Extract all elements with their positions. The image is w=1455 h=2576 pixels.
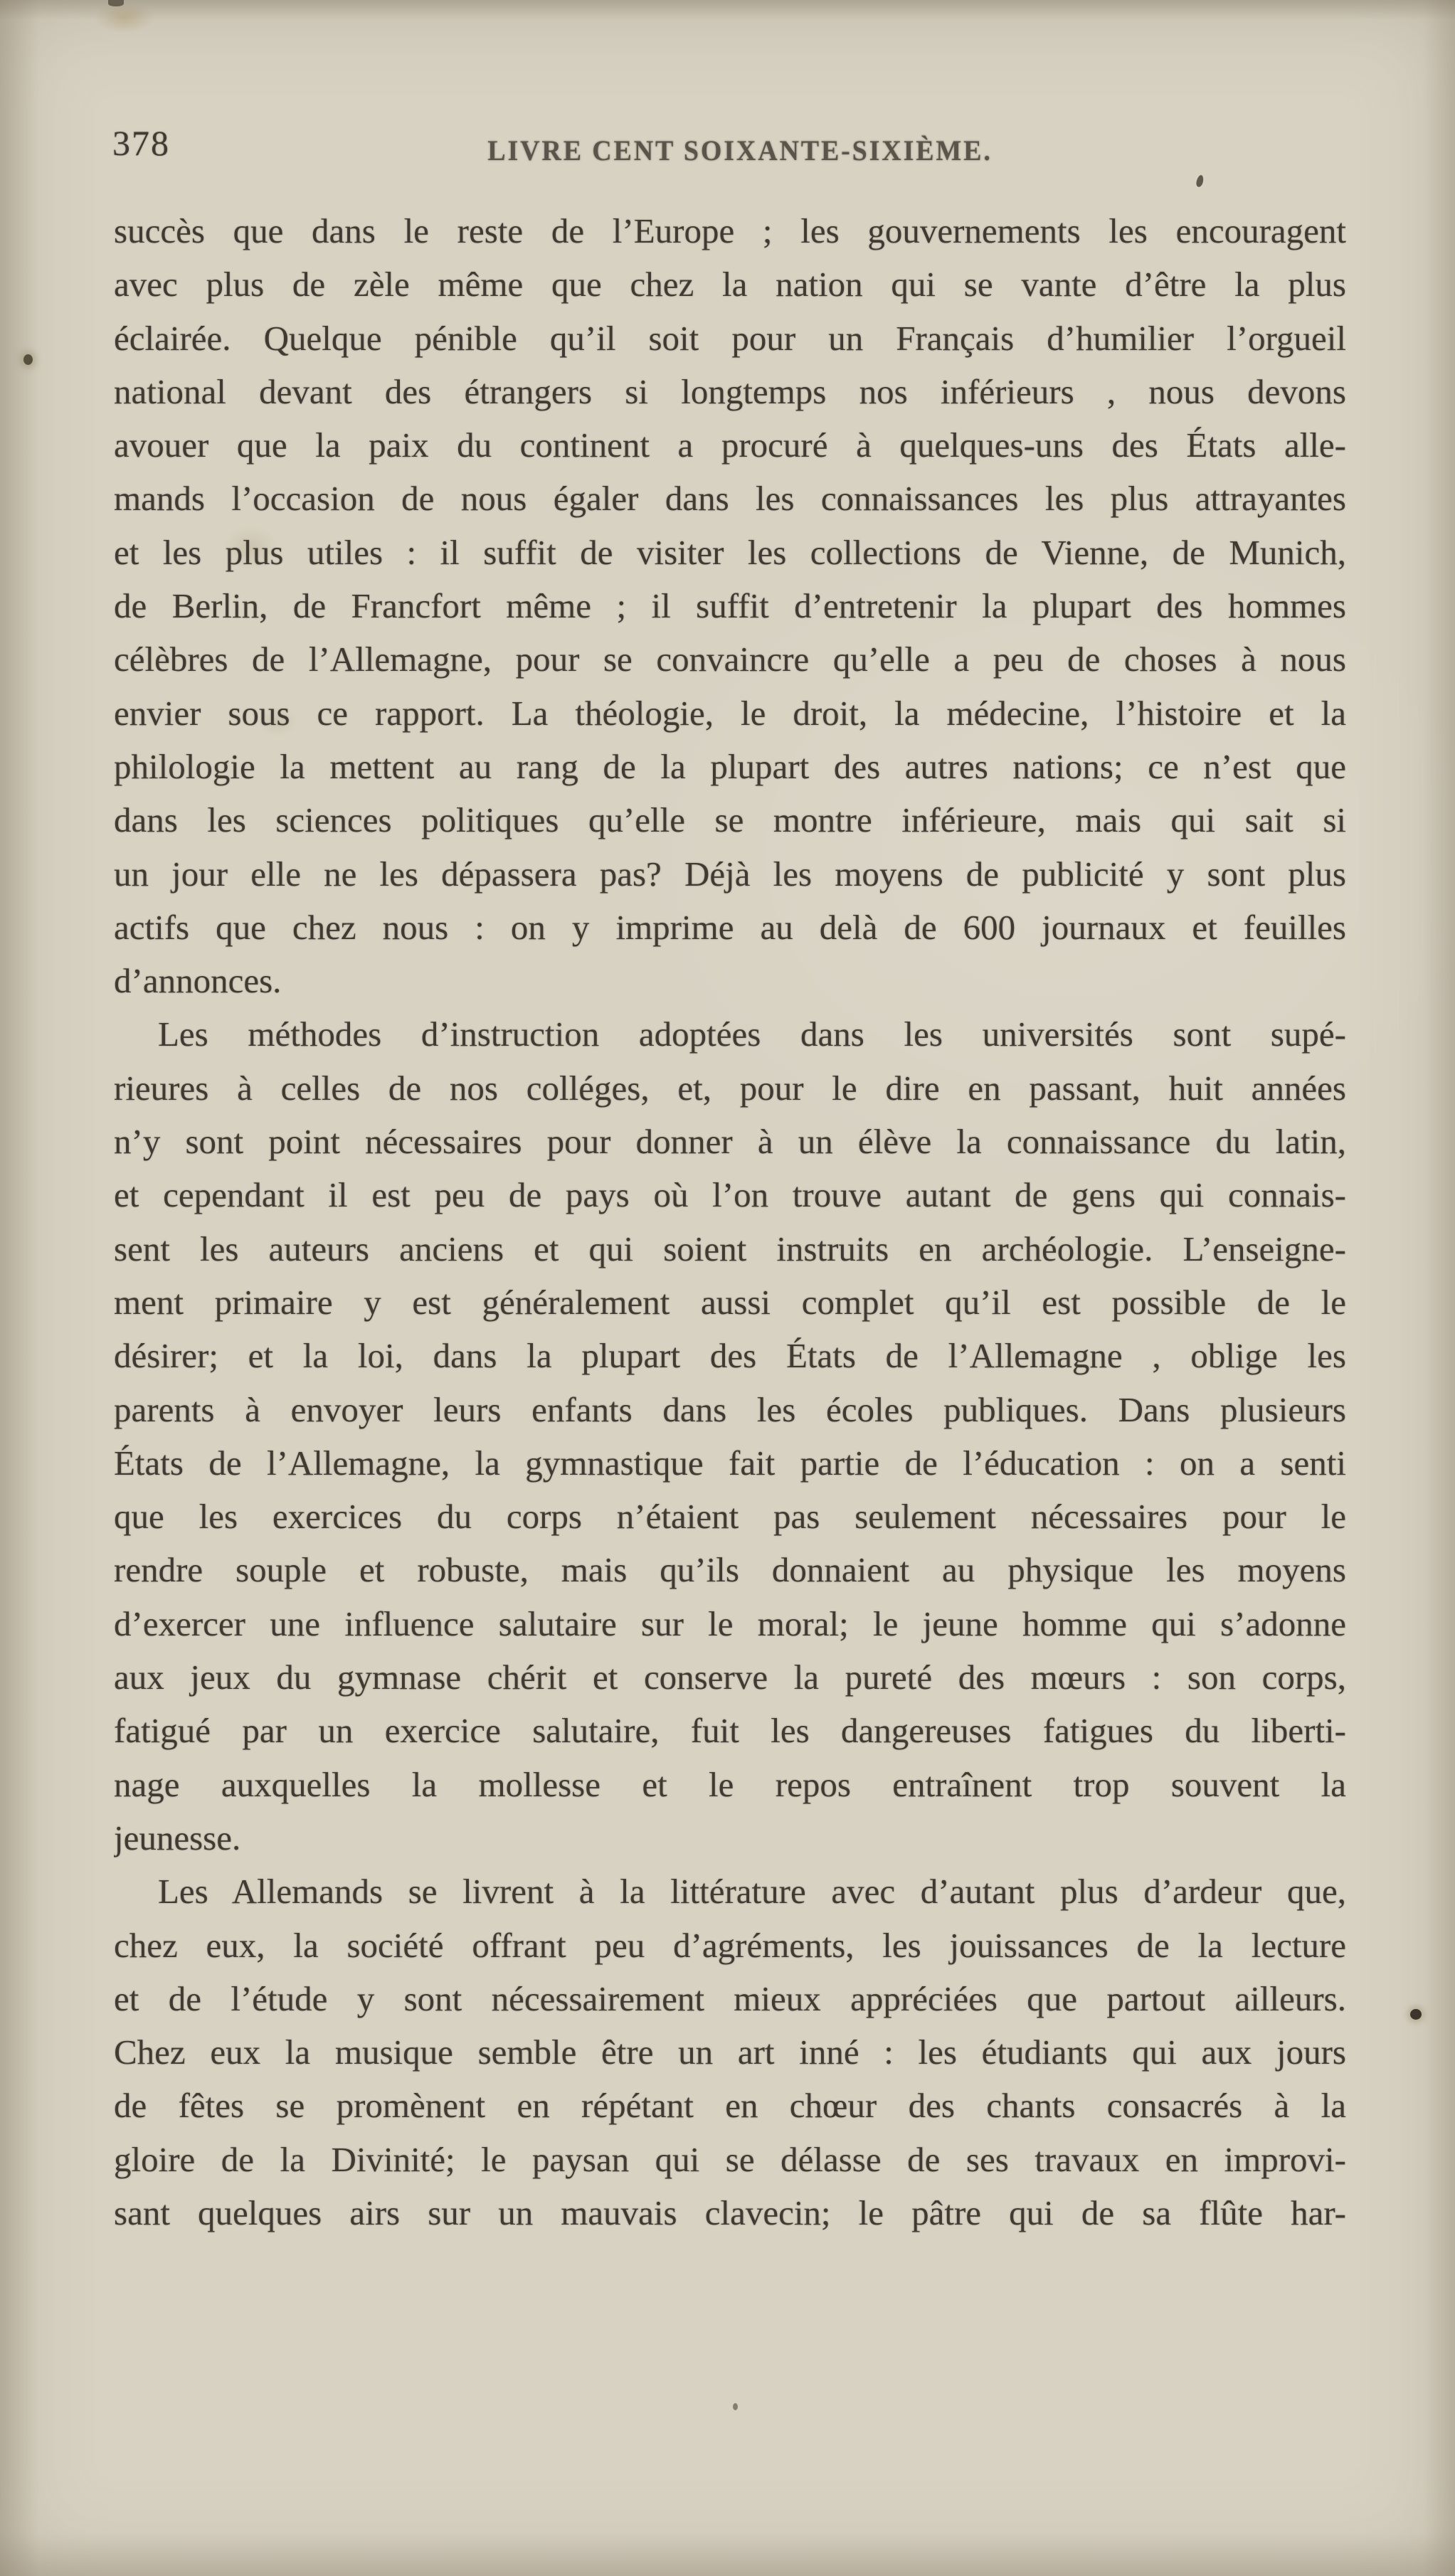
ink-fleck-top-edge	[108, 0, 124, 6]
text-line: un jour elle ne les dépassera pas? Déjà les moyens de publicité y sont plus	[114, 854, 1346, 894]
text-line: désirer; et la loi, dans la plupart des États de l’Allemagne , oblige les	[114, 1336, 1346, 1376]
text-line: sant quelques airs sur un mauvais clavecin; le pâtre qui de sa flûte har-	[114, 2193, 1346, 2232]
text-line: ment primaire y est généralement aussi complet qu’il est possible de le	[114, 1282, 1346, 1322]
text-line: et cependant il est peu de pays où l’on trouve autant de gens qui connais-	[114, 1175, 1346, 1215]
text-line: nage auxquelles la mollesse et le repos entraînent trop souvent la	[114, 1764, 1346, 1804]
text-line: rieures à celles de nos colléges, et, pour le dire en passant, huit années	[114, 1068, 1346, 1108]
text-line: chez eux, la société offrant peu d’agréments, les jouissances de la lecture	[114, 1925, 1346, 1965]
text-line: de Berlin, de Francfort même ; il suffit d’entretenir la plupart des hommes	[114, 586, 1346, 626]
text-line: États de l’Allemagne, la gymnastique fait partie de l’éducation : on a senti	[114, 1443, 1346, 1483]
text-line: d’exercer une influence salutaire sur le moral; le jeune homme qui s’adonne	[114, 1604, 1346, 1643]
text-line: succès que dans le reste de l’Europe ; les gouvernements les encouragent	[114, 211, 1346, 250]
text-line: national devant des étrangers si longtemps nos inférieurs , nous devons	[114, 371, 1346, 411]
text-line: philologie la mettent au rang de la plupart des autres nations; ce n’est que	[114, 746, 1346, 786]
text-line: rendre souple et robuste, mais qu’ils donnaient au physique les moyens	[114, 1550, 1346, 1590]
text-line: jeunesse.	[114, 1818, 241, 1857]
text-line: d’annonces.	[114, 961, 282, 1001]
ink-speck-left-margin	[23, 354, 33, 365]
text-line: mands l’occasion de nous égaler dans les connaissances les plus attrayantes	[114, 479, 1346, 519]
text-line: Les Allemands se livrent à la littérature avec d’autant plus d’ardeur que,	[158, 1872, 1346, 1912]
text-line: envier sous ce rapport. La théologie, le droit, la médecine, l’histoire et la	[114, 693, 1346, 733]
text-line: sent les auteurs anciens et qui soient instruits en archéologie. L’enseigne-	[114, 1229, 1346, 1268]
text-line: que les exercices du corps n’étaient pas seulement nécessaires pour le	[114, 1497, 1346, 1537]
text-line: gloire de la Divinité; le paysan qui se délasse de ses travaux en improvi-	[114, 2139, 1346, 2179]
text-line: Les méthodes d’instruction adoptées dans les universités sont supé-	[158, 1014, 1346, 1054]
ink-speck-right-margin	[1410, 2009, 1422, 2020]
text-line: aux jeux du gymnase chérit et conserve la pureté des mœurs : son corps,	[114, 1658, 1346, 1697]
text-line: avouer que la paix du continent a procuré à quelques-uns des États alle-	[114, 425, 1346, 465]
text-line: Chez eux la musique semble être un art inné : les étudiants qui aux jours	[114, 2032, 1346, 2072]
text-line: n’y sont point nécessaires pour donner à un élève la connaissance du latin,	[114, 1122, 1346, 1162]
text-line: dans les sciences politiques qu’elle se montre inférieure, mais qui sait si	[114, 800, 1346, 840]
body-text	[114, 204, 1346, 2240]
stray-comma-mark	[1195, 174, 1205, 188]
page-number: 378	[112, 123, 170, 163]
text-line: fatigué par un exercice salutaire, fuit les dangereuses fatigues du liberti-	[114, 1711, 1346, 1751]
text-line: avec plus de zèle même que chez la nation qui se vante d’être la plus	[114, 265, 1346, 304]
running-title: LIVRE CENT SOIXANTE-SIXIÈME.	[487, 134, 993, 166]
text-line: de fêtes se promènent en répétant en chœur des chants consacrés à la	[114, 2086, 1346, 2126]
text-line: et les plus utiles : il suffit de visiter les collections de Vienne, de Munich,	[114, 532, 1346, 572]
text-line: actifs que chez nous : on y imprime au delà de 600 journaux et feuilles	[114, 907, 1346, 947]
text-line: célèbres de l’Allemagne, pour se convaincre qu’elle a peu de choses à nous	[114, 640, 1346, 679]
text-line: et de l’étude y sont nécessairement mieux appréciées que partout ailleurs.	[114, 1978, 1346, 2018]
text-line: éclairée. Quelque pénible qu’il soit pour un Français d’humilier l’orgueil	[114, 318, 1346, 358]
text-line: parents à envoyer leurs enfants dans les écoles publiques. Dans plusieurs	[114, 1389, 1346, 1429]
ink-speck-bottom-margin	[733, 2403, 738, 2410]
